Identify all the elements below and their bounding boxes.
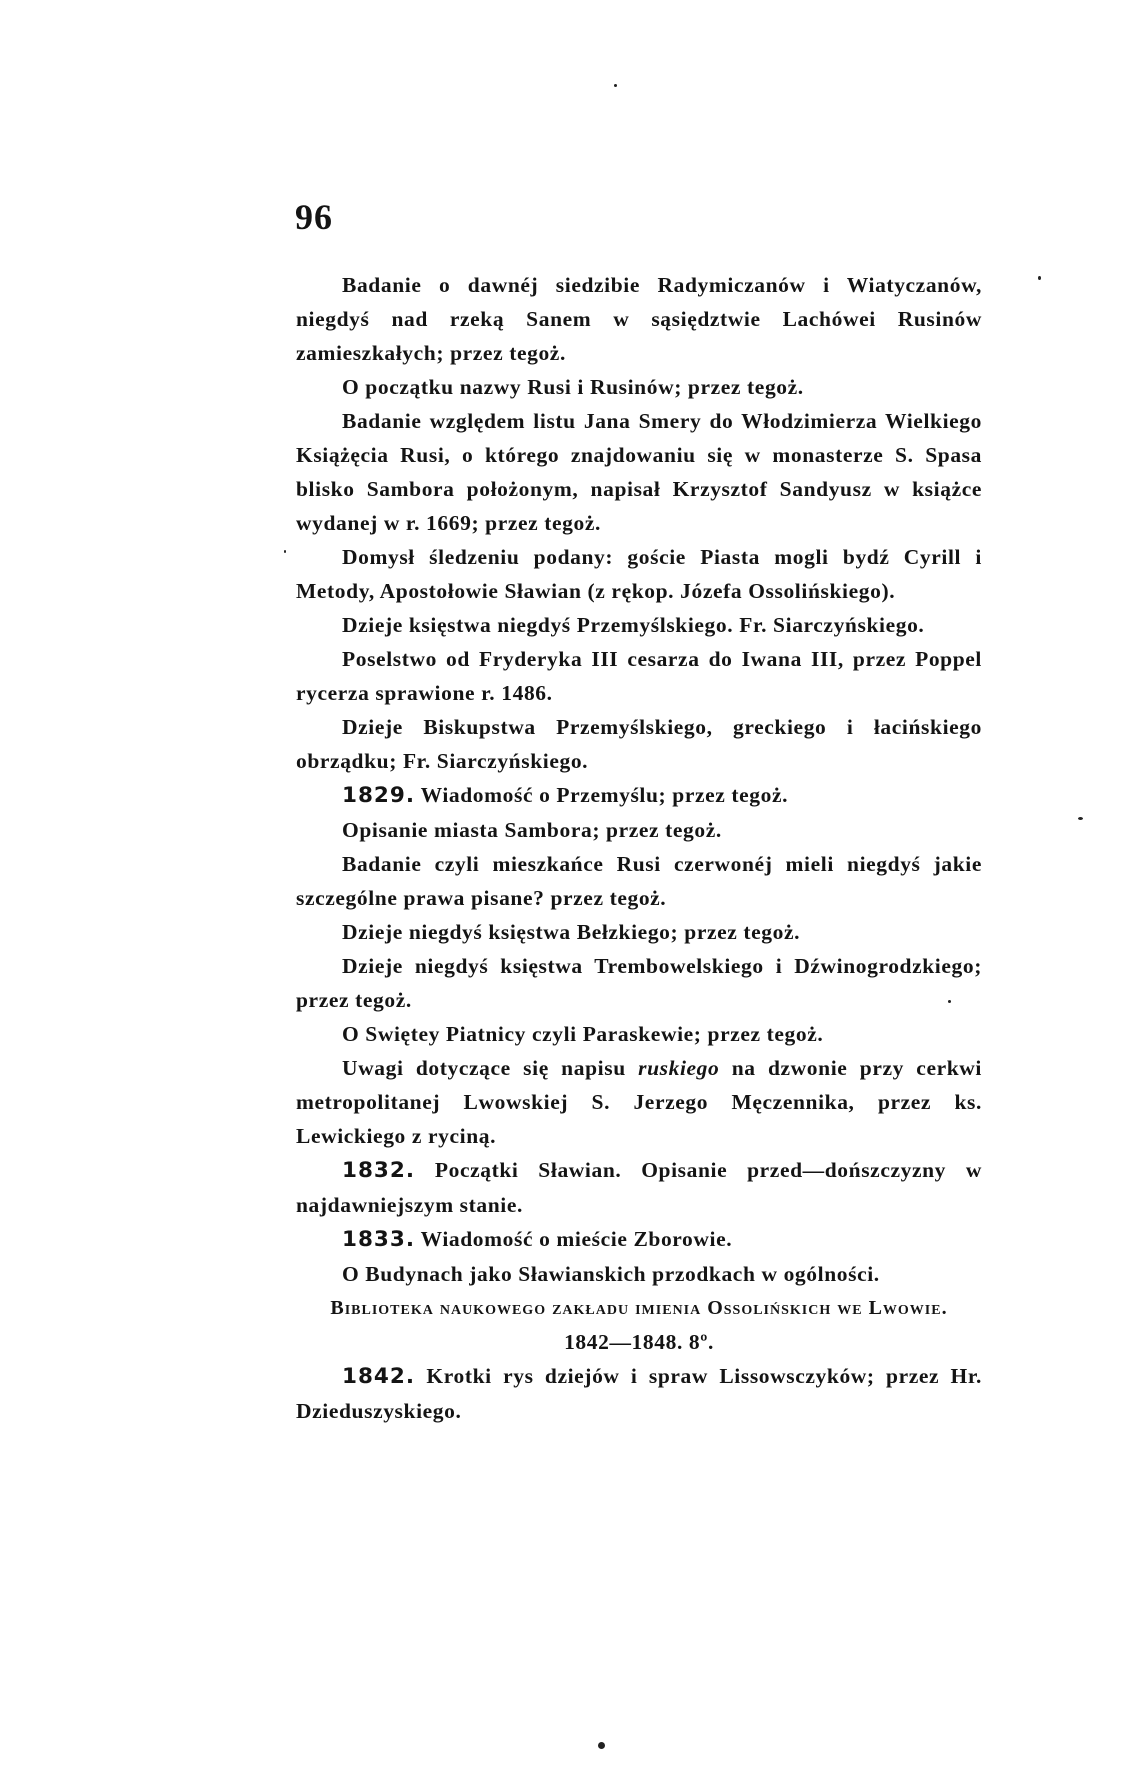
entry: Poselstwo od Fryderyka III cesarza do Iwana III, przez Poppel rycerza sprawione r. 1486. bbox=[296, 647, 982, 705]
page-number: 96 bbox=[295, 197, 333, 237]
entry: Domysł śledzeniu podany: goście Piasta mogli bydź Cyrill i Metody, Apostołowie Sławian (z rękop. Józefa Ossolińskiego). bbox=[296, 545, 982, 603]
italic-word: ruskiego bbox=[638, 1056, 720, 1080]
entry: Badanie względem listu Jana Smery do Włodzimierza Wielkiego Książęcia Rusi, o którego znajdowaniu się w monasterze S. Spasa blisko Sambora położonym, napisał Krzysztof Sandyusz w książce wydanej w r. 1669; przez tegoż. bbox=[296, 409, 982, 535]
entry: O Swiętey Piatnicy czyli Paraskewie; przez tegoż. bbox=[342, 1022, 824, 1046]
entry: Dzieje niegdyś księstwa Bełzkiego; przez tegoż. bbox=[342, 920, 801, 944]
scan-speck bbox=[284, 550, 286, 553]
entry-year: 1829. bbox=[342, 783, 416, 808]
entry-year: 1832. bbox=[342, 1158, 416, 1183]
entry: 1829. Wiadomość o Przemyślu; przez tegoż. bbox=[342, 783, 789, 808]
section-heading: Biblioteka naukowego zakładu imienia Ossolińskich we Lwowie. bbox=[330, 1297, 948, 1319]
entry: 1842. Krotki rys dziejów i spraw Lissowsczyków; przez Hr. Dzieduszyskiego. bbox=[296, 1364, 982, 1423]
entry-year: 1833. bbox=[342, 1227, 416, 1252]
scan-speck bbox=[614, 84, 617, 87]
entry: Opisanie miasta Sambora; przez tegoż. bbox=[342, 818, 722, 842]
scan-speck bbox=[598, 1742, 605, 1749]
scan-speck bbox=[1038, 276, 1041, 280]
entry: O Budynach jako Sławianskich przodkach w ogólności. bbox=[342, 1262, 880, 1286]
entry-year: 1842. bbox=[342, 1364, 416, 1389]
entry: Badanie czyli mieszkańce Rusi czerwonéj mieli niegdyś jakie szczególne prawa pisane? przez tegoż. bbox=[296, 852, 982, 910]
section-subheading: 1842—1848. 8º. bbox=[564, 1330, 714, 1354]
scan-speck bbox=[948, 1000, 951, 1003]
entry: O początku nazwy Rusi i Rusinów; przez tegoż. bbox=[342, 375, 804, 399]
scan-speck bbox=[1078, 817, 1083, 820]
entry: 1833. Wiadomość o mieście Zborowie. bbox=[342, 1227, 733, 1252]
entry: Badanie o dawnéj siedzibie Radymiczanów i Wiatyczanów, niegdyś nad rzeką Sanem w sąsiędztwie Lachówei Rusinów zamieszkałych; przez tegoż. bbox=[296, 273, 982, 365]
entry: Dzieje księstwa niegdyś Przemyślskiego. Fr. Siarczyńskiego. bbox=[342, 613, 925, 637]
entry: Dzieje niegdyś księstwa Trembowelskiego i Dźwinogrodzkiego; przez tegoż. bbox=[296, 954, 982, 1012]
entry: Dzieje Biskupstwa Przemyślskiego, greckiego i łacińskiego obrządku; Fr. Siarczyńskiego. bbox=[296, 715, 982, 773]
entry: Uwagi dotyczące się napisu ruskiego na dzwonie przy cerkwi metropolitanej Lwowskiej S. Jerzego Męczennika, przez ks. Lewickiego z ryciną. bbox=[296, 1056, 982, 1148]
entry: 1832. Początki Sławian. Opisanie przed—dońszczyzny w najdawniejszym stanie. bbox=[296, 1158, 982, 1217]
text-block bbox=[296, 268, 982, 1428]
